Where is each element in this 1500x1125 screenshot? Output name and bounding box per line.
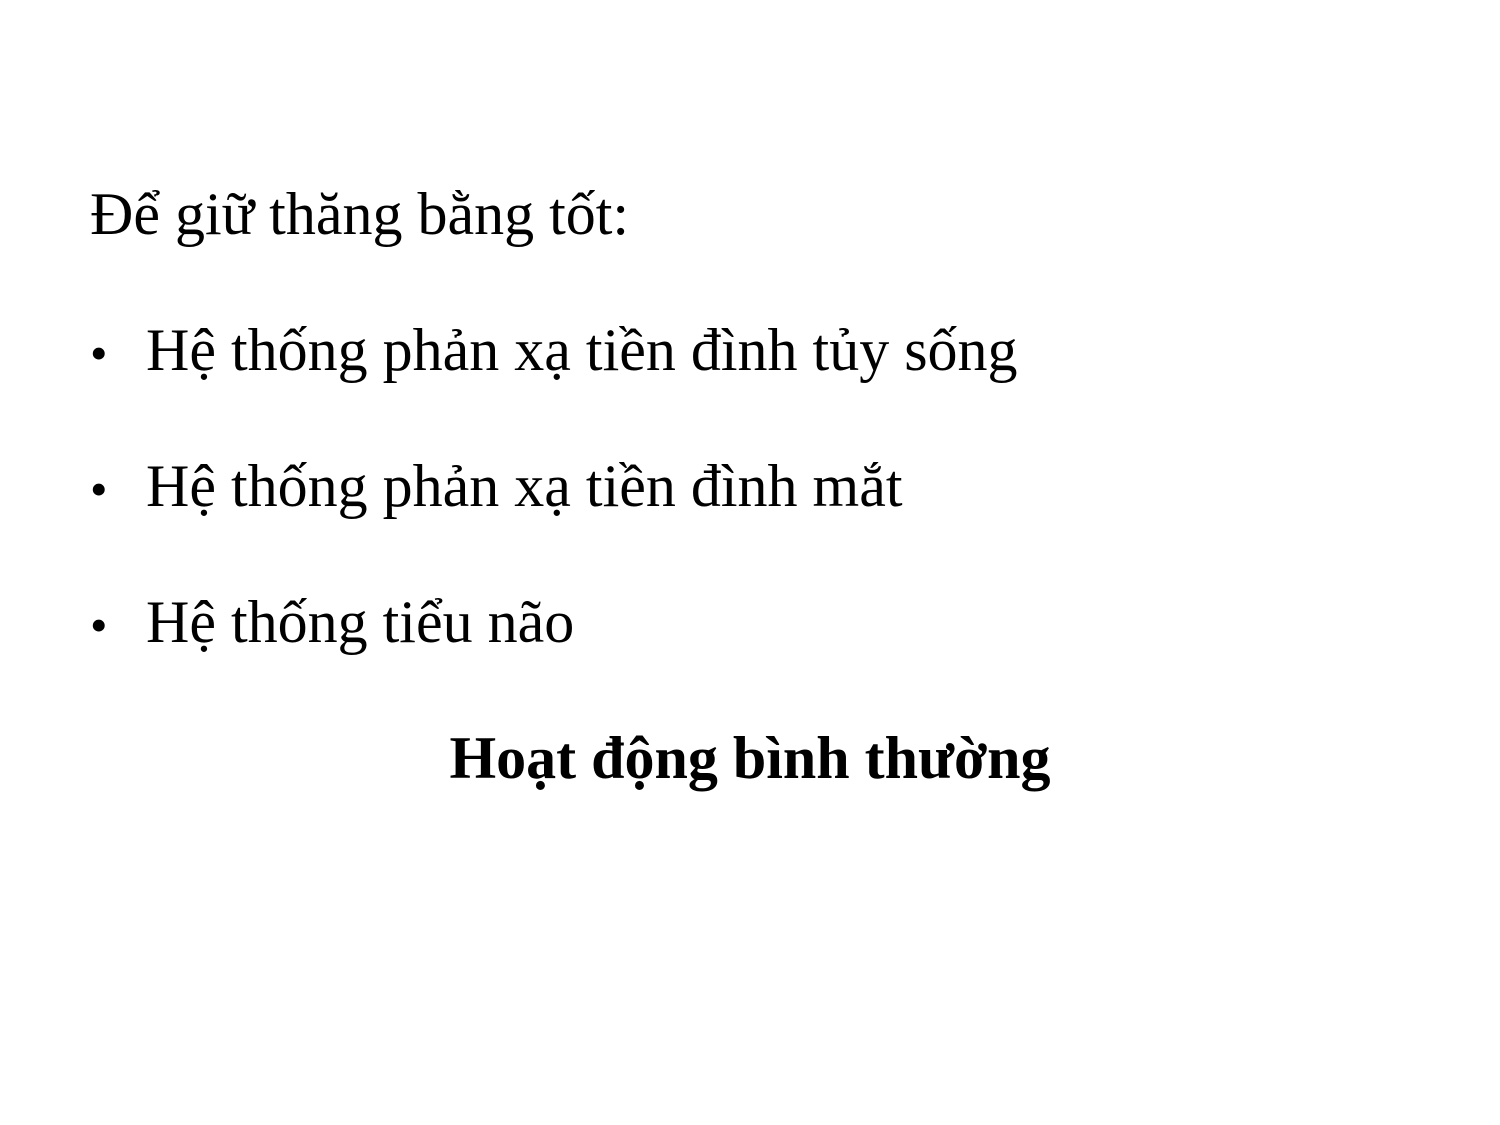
bullet-icon: • [90, 597, 108, 653]
conclusion-text: Hoạt động bình thường [449, 725, 1051, 791]
bullet-text: Hệ thống phản xạ tiền đình mắt [146, 453, 903, 519]
bullet-text: Hệ thống tiểu não [146, 589, 575, 655]
bullet-icon: • [90, 461, 108, 517]
list-item [90, 312, 1018, 448]
list-item [90, 584, 1018, 720]
list-item [90, 448, 1018, 584]
bullet-list [90, 312, 1018, 720]
intro-text: Để giữ thăng bằng tốt: [90, 181, 630, 247]
bullet-icon: • [90, 325, 108, 381]
bullet-text: Hệ thống phản xạ tiền đình tủy sống [146, 317, 1018, 383]
